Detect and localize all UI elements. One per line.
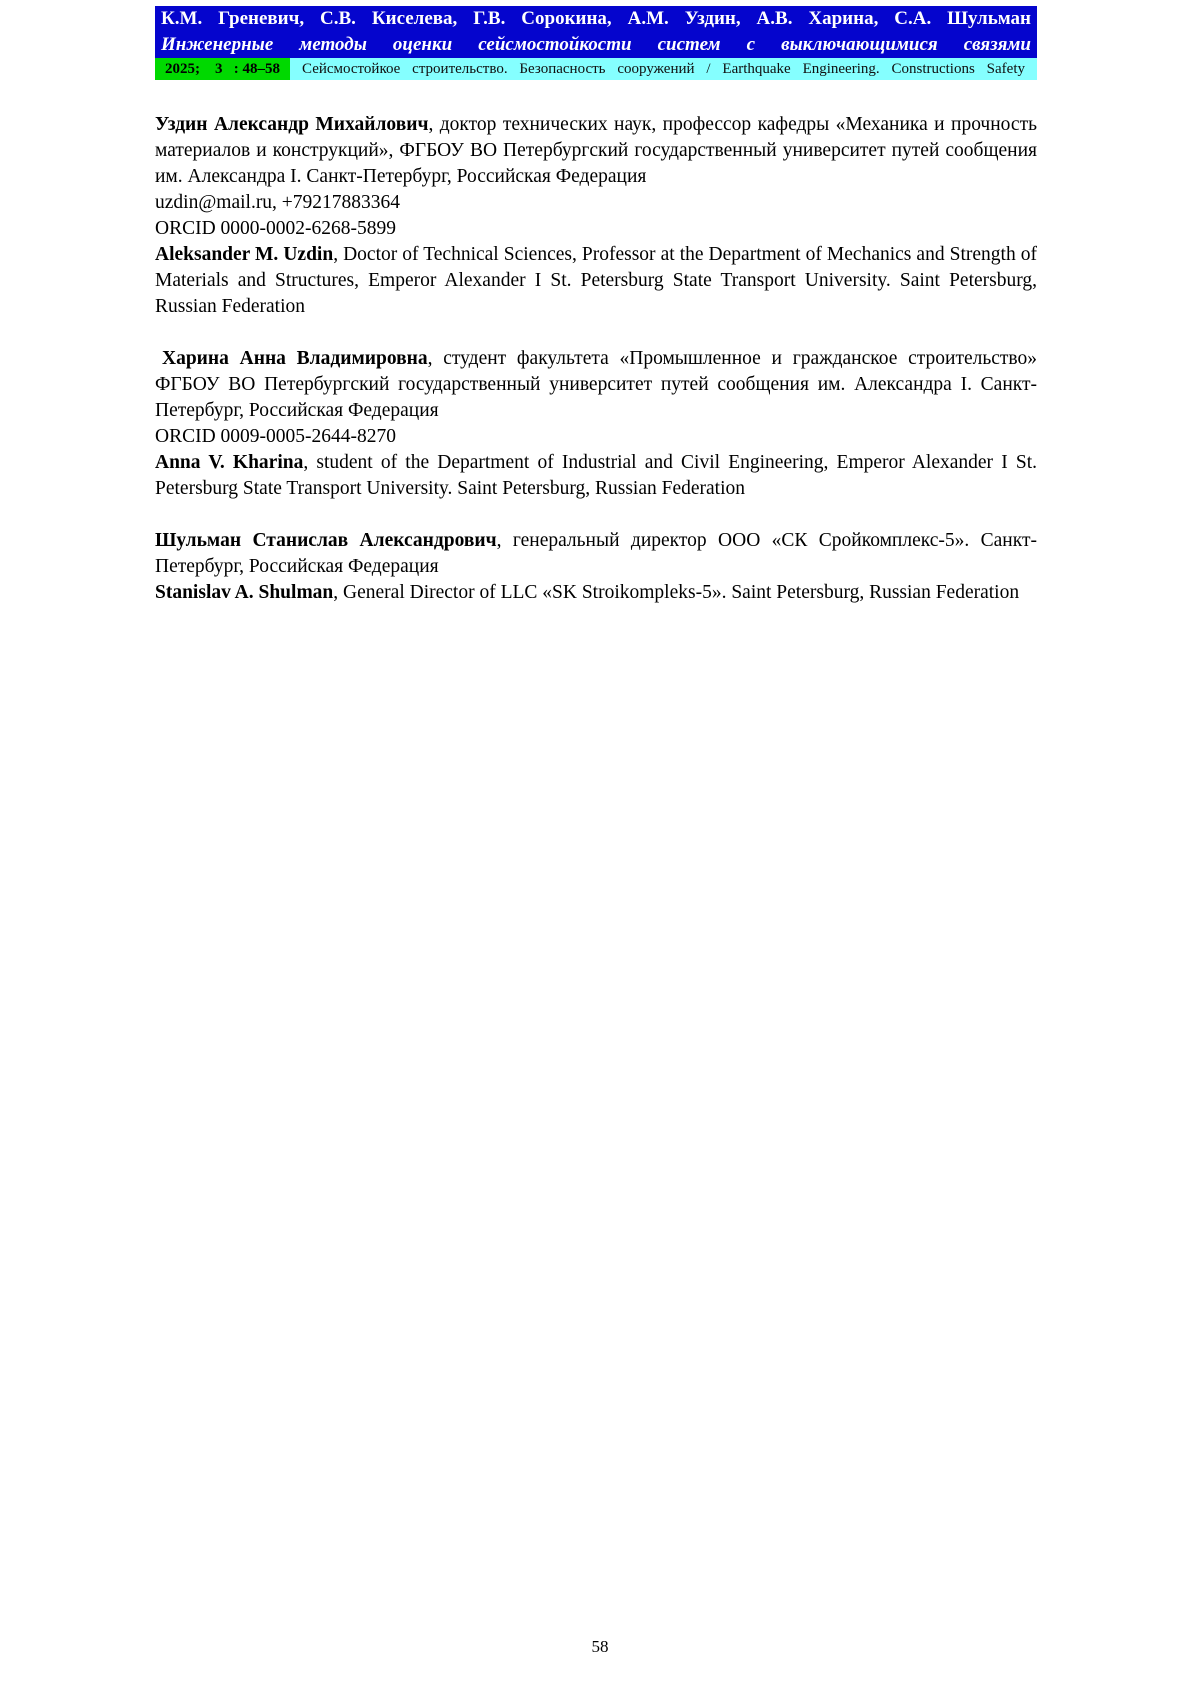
author-bio-ru [155, 346, 1037, 424]
header-authors-text: К.М. Греневич, С.В. Киселева, Г.В. Сорокина, А.М. Уздин, А.В. Харина, С.А. Шульман [161, 8, 1031, 29]
author-name-ru: Уздин Александр Михайлович [155, 114, 429, 135]
author-bio-en [155, 580, 1037, 606]
issue-info: 2025; 3 : 48–58 [155, 58, 290, 80]
author-name-en: Stanislav A. Shulman [155, 582, 334, 603]
header-authors-line [155, 6, 1037, 32]
author-bio-ru [155, 112, 1037, 190]
author-bio-en [155, 450, 1037, 502]
author-name-ru: Харина Анна Владимировна [162, 348, 428, 369]
page-number: 58 [591, 1637, 609, 1656]
author-bio-en-text: , General Director of LLC «SK Stroikompleks-5». Saint Petersburg, Russian Federation [333, 582, 1020, 603]
page-frame [155, 0, 1037, 606]
author-bio-en [155, 242, 1037, 320]
author-bio-ru [155, 528, 1037, 580]
author-block-shulman [155, 528, 1037, 606]
orcid-line: ORCID 0000-0002-6268-5899 [155, 218, 397, 239]
author-block-uzdin [155, 112, 1037, 320]
orcid-line: ORCID 0009-0005-2644-8270 [155, 426, 397, 447]
author-bio-ru-text: , генеральный директор ООО «СК Сройкомплекс-5». Санкт-Петербург, Российская Федерация [155, 530, 1037, 577]
header-meta-line [155, 58, 1037, 80]
author-bios [155, 112, 1037, 606]
author-name-en: Anna V. Kharina [155, 452, 304, 473]
author-bio-en-text: , student of the Department of Industrial and Civil Engineering, Emperor Alexander I St. Petersburg State Transport University. Saint Petersburg, Russian Federation [155, 452, 1037, 499]
contact-line: uzdin@mail.ru, +79217883364 [155, 192, 401, 213]
header-title-line [155, 32, 1037, 58]
author-name-ru: Шульман Станислав Александрович [155, 530, 497, 551]
author-bio-ru-text: , доктор технических наук, профессор кафедры «Механика и прочность материалов и конструкций», ФГБОУ ВО Петербургский государственный университет путей сообщения им. Александра I. Санкт-Петербург, Российская Федерация [155, 114, 1037, 187]
author-block-kharina [155, 346, 1037, 502]
journal-name: Сейсмостойкое строительство. Безопасность сооружений / Earthquake Engineering. Constructions Safety [290, 58, 1037, 80]
author-bio-ru-text: , студент факультета «Промышленное и гражданское строительство» ФГБОУ ВО Петербургский государственный университет путей сообщения им. Александра I. Санкт-Петербург, Российская Федерация [155, 348, 1038, 421]
author-name-en: Aleksander M. Uzdin [155, 244, 334, 265]
running-header [155, 0, 1037, 80]
header-title-text: Инженерные методы оценки сейсмостойкости систем с выключающимися связями [161, 34, 1031, 55]
author-bio-en-text: , Doctor of Technical Sciences, Professor at the Department of Mechanics and Strength of Materials and Structures, Emperor Alexander I St. Petersburg State Transport University. Saint Petersburg, Russian Federation [155, 244, 1037, 317]
